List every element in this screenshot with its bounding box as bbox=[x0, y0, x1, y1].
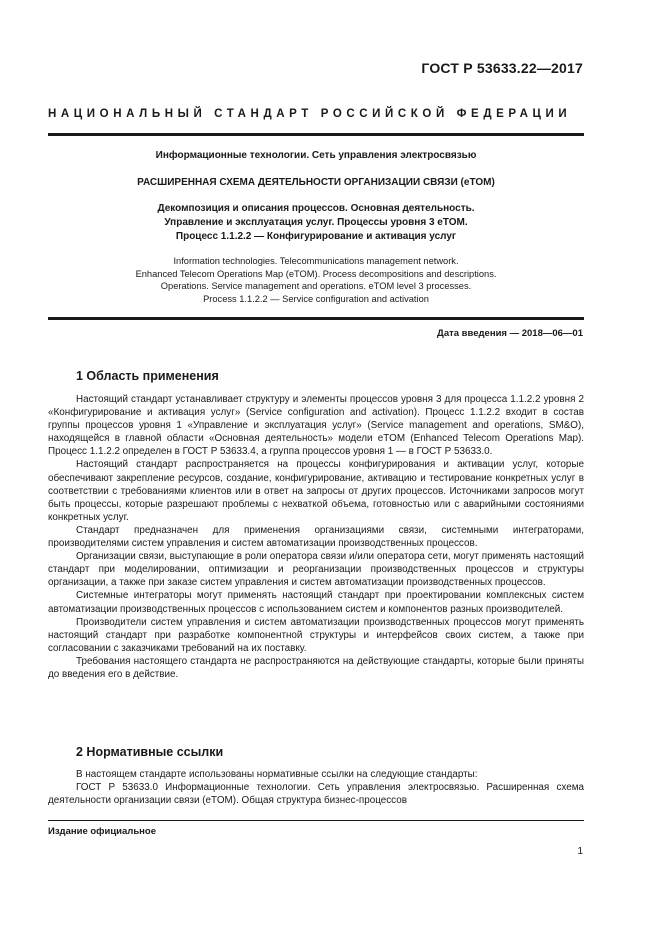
english-title-line: Information technologies. Telecommunications management network. bbox=[173, 256, 459, 266]
section-heading-scope: 1 Область применения bbox=[76, 369, 219, 383]
paragraph: ГОСТ Р 53633.0 Информационные технологии. Сеть управления электросвязью. Расширенная схема деятельности организации связи (eTOM). Общая структура бизнес-процессов bbox=[48, 782, 584, 807]
subtitle-line: Процесс 1.1.2.2 — Конфигурирование и активация услуг bbox=[175, 231, 457, 242]
paragraph: Настоящий стандарт распространяется на процессы конфигурирования и активации услуг, которые обеспечивают закрепление ресурсов, создание, конфигурирование, активацию и тестирование конкретных услуг в соответствии с требованиями клиентов или в ответ на запросы от других процессов. Источниками запросов могут быть процессы, которые разрешают проблемы с нехваткой объема, готовностью или с аварийными состояниями конкретных услуг. bbox=[48, 459, 584, 523]
section-heading-normative-references: 2 Нормативные ссылки bbox=[76, 745, 224, 759]
paragraph: Производители систем управления и систем автоматизации производственных процессов могут применять настоящий стандарт при разработке компонентной структуры и интерфейсов своих систем, а также при согласовании с заказчиками требований на их поставку. bbox=[48, 616, 584, 654]
paragraph: Настоящий стандарт устанавливает структуру и элементы процессов уровня 3 для процесса 1.1.2.2 уровня 2 «Конфигурирование и активация услуг» (Service configuration and activation). Процесс 1.1.2.2 входит в состав группы процессов уровня 1 «Управление и эксплуатация услуг» (Service management and operations, SM&O), находящейся в главной области «Основная деятельность» модели eTOM (Enhanced Telecom Operations Map). Процесс 1.1.2.2 определен в ГОСТ Р 53633.4, а группа процессов уровня 1 — в ГОСТ Р 53633.0. bbox=[48, 394, 584, 458]
paragraph: Системные интеграторы могут применять настоящий стандарт при проектировании комплексных систем автоматизации производственных процессов с использованием систем и компонентов разных производителей. bbox=[48, 590, 584, 615]
english-title-line: Process 1.1.2.2 — Service configuration and activation bbox=[203, 293, 429, 304]
english-title-line: Operations. Service management and operations. eTOM level 3 processes. bbox=[160, 281, 472, 292]
page-number: 1 bbox=[577, 846, 583, 857]
paragraph: Стандарт предназначен для применения организациями связи, системными интеграторами, производителями систем управления и систем автоматизации производственных процессов. bbox=[48, 524, 584, 550]
footer-rule bbox=[48, 820, 584, 821]
title-english bbox=[48, 255, 584, 305]
english-title-line: Enhanced Telecom Operations Map (eTOM). Process decompositions and descriptions. bbox=[135, 268, 497, 279]
subtitle-line: Декомпозиция и описания процессов. Основная деятельность. bbox=[157, 203, 475, 214]
title-series: Информационные технологии. Сеть управления электросвязью bbox=[155, 150, 477, 161]
national-standard-heading: НАЦИОНАЛЬНЫЙ СТАНДАРТ РОССИЙСКОЙ ФЕДЕРАЦИИ bbox=[48, 108, 572, 120]
paragraph: Организации связи, выступающие в роли оператора связи и/или оператора сети, могут применять настоящий стандарт при моделировании, оптимизации и реорганизации производственных процессов и структуры организации, а также при заказе систем управления и систем автоматизации производственных процессов. bbox=[48, 551, 584, 589]
paragraph: Требования настоящего стандарта не распространяются на действующие стандарты, которые были приняты до введения его в действие. bbox=[48, 655, 584, 680]
header-rule bbox=[48, 133, 584, 136]
section-body-scope bbox=[48, 393, 584, 681]
subtitle-line: Управление и эксплуатация услуг. Процессы уровня 3 eTOM. bbox=[164, 217, 468, 228]
title-rule bbox=[48, 317, 584, 320]
introduction-date: Дата введения — 2018—06—01 bbox=[437, 328, 583, 339]
title-subtitle bbox=[48, 202, 584, 244]
official-edition-label: Издание официальное bbox=[48, 826, 156, 837]
title-main: РАСШИРЕННАЯ СХЕМА ДЕЯТЕЛЬНОСТИ ОРГАНИЗАЦИИ СВЯЗИ (eTOM) bbox=[137, 177, 495, 188]
paragraph: В настоящем стандарте использованы нормативные ссылки на следующие стандарты: bbox=[76, 769, 478, 780]
section-body-normative-references bbox=[48, 768, 584, 807]
document-code: ГОСТ Р 53633.22—2017 bbox=[421, 60, 583, 76]
